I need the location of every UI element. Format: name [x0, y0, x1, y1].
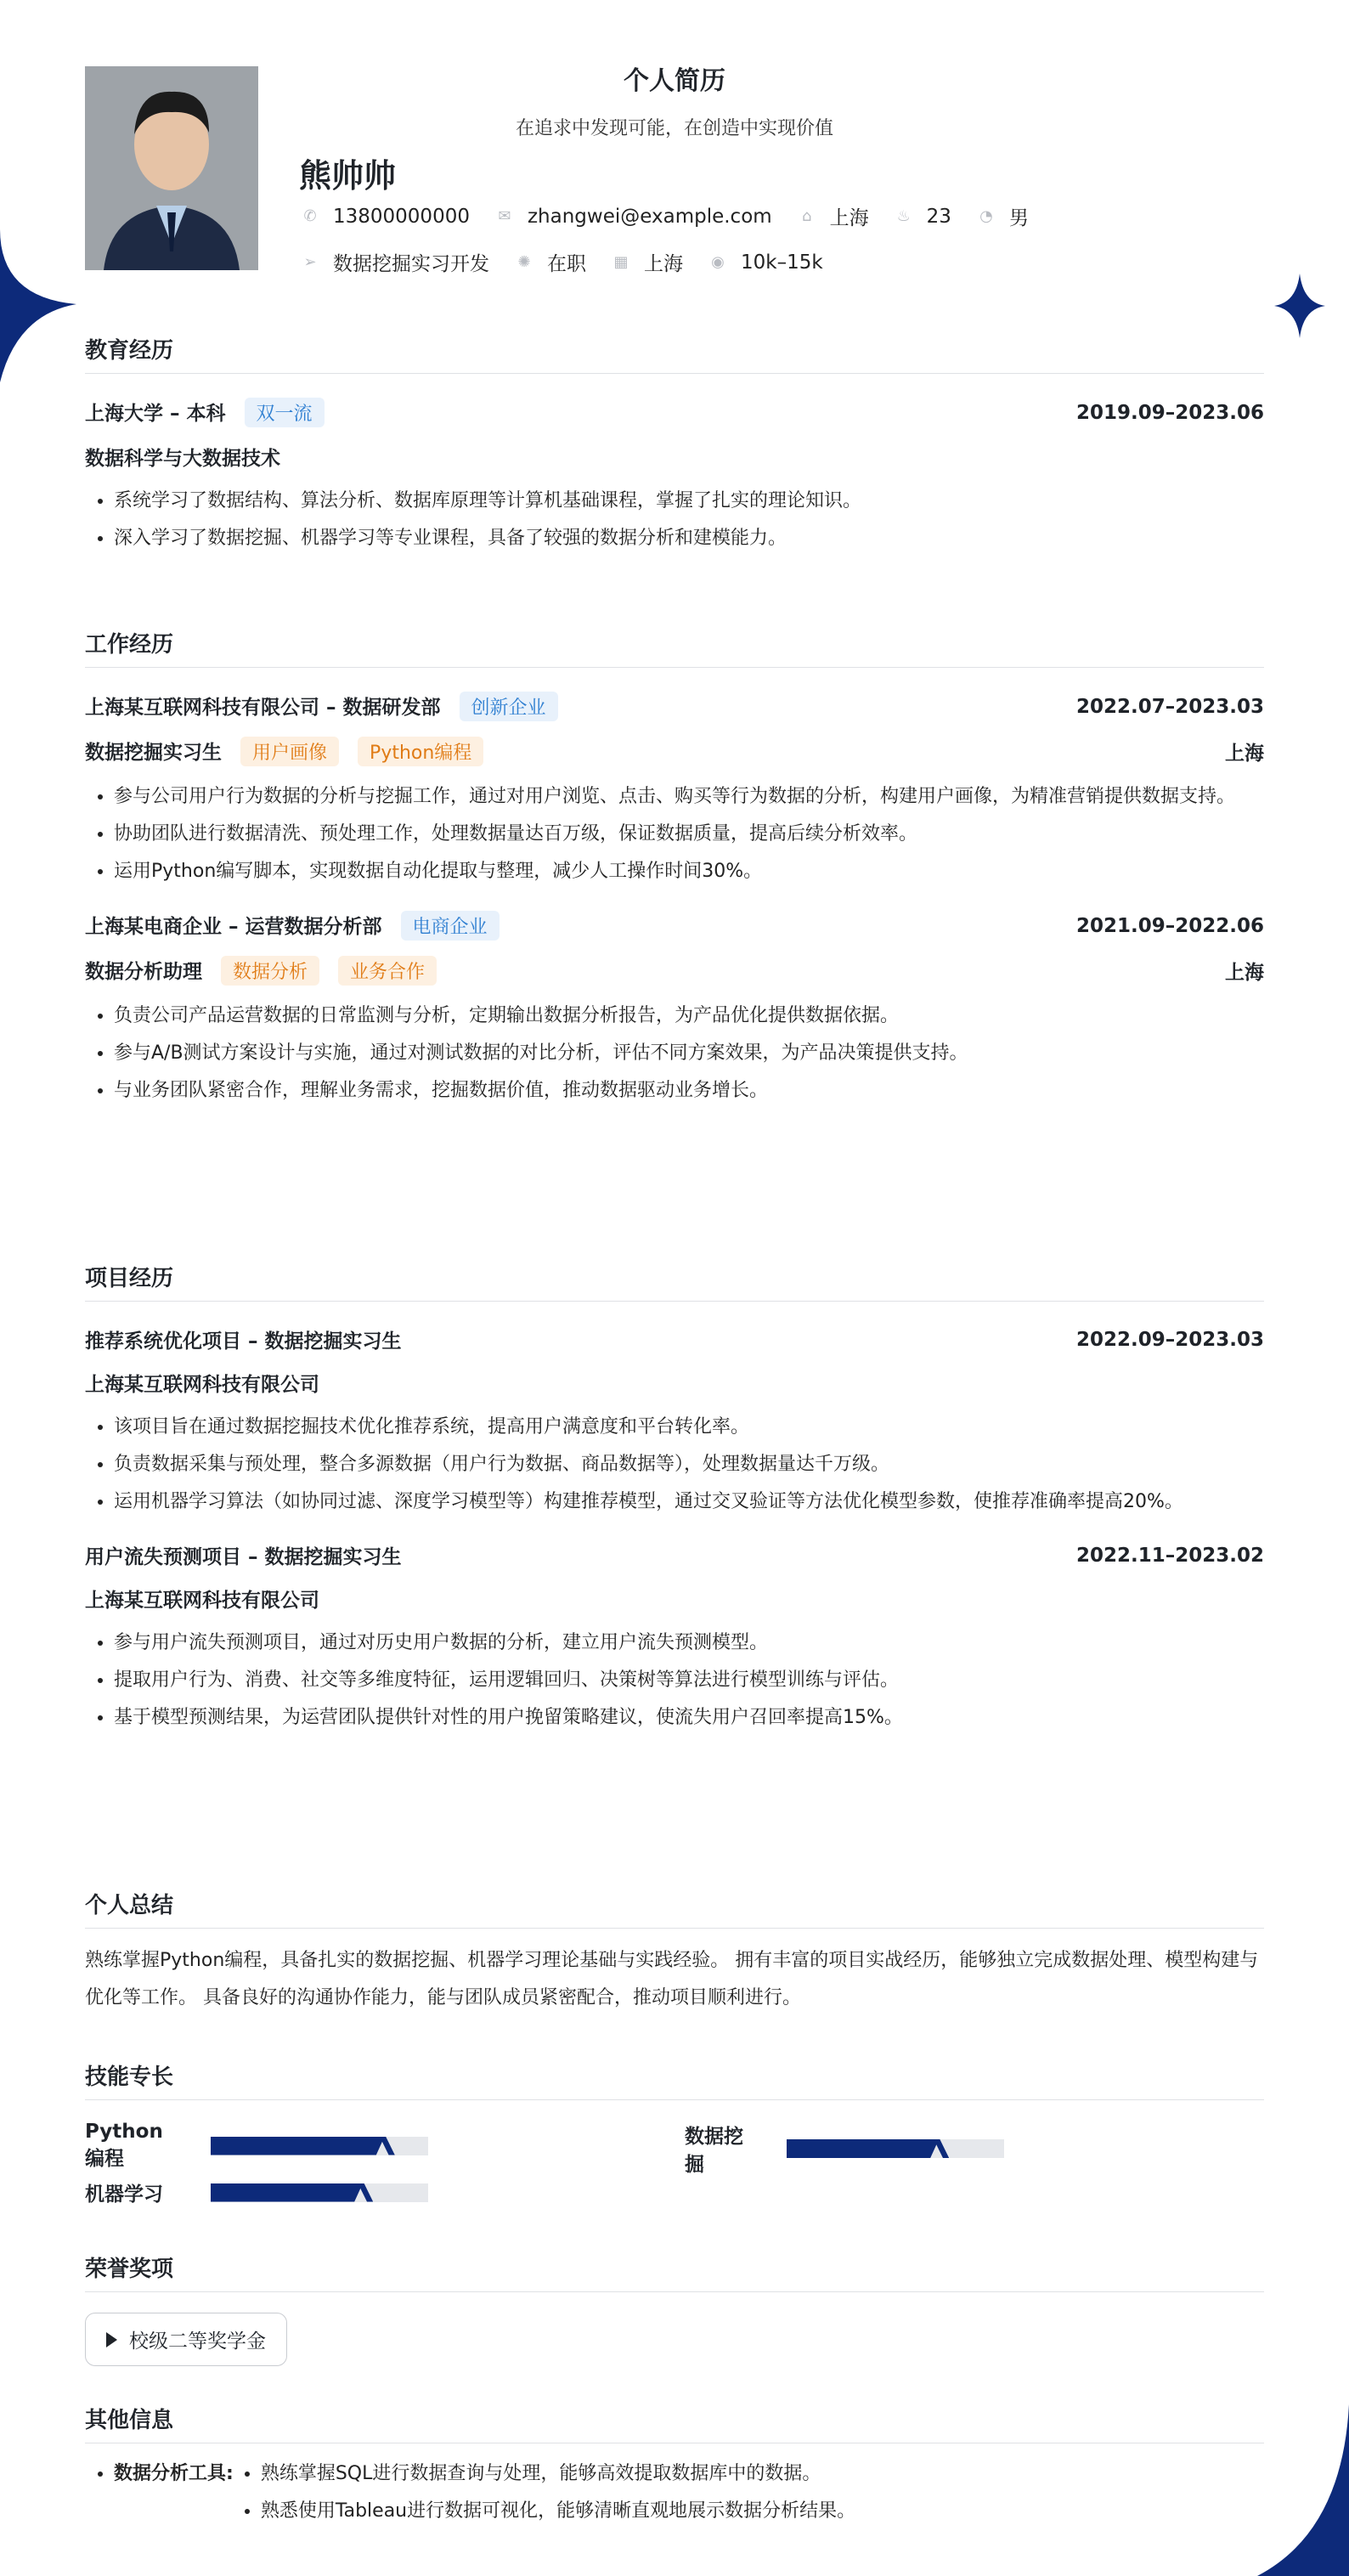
company-tag: 创新企业: [460, 692, 558, 721]
skill-python: Python编程: [85, 2121, 428, 2171]
job-bullets: [85, 997, 1264, 1110]
skill-bar: [211, 2137, 428, 2155]
education-section: [85, 333, 1264, 557]
project-bullets: [85, 1624, 1264, 1737]
project-period: 2022.11–2023.02: [1075, 1544, 1264, 1567]
play-icon: [106, 2332, 117, 2347]
job-intent-row: [299, 248, 847, 276]
list-item: • 参与用户流失预测项目，通过对历史用户数据的分析，建立用户流失预测模型。: [114, 1624, 1264, 1662]
section-title: 工作经历: [85, 627, 1264, 668]
list-item: • 参与公司用户行为数据的分析与挖掘工作，通过对用户浏览、点击、购买等行为数据的分析，构建用户画像，为精准营销提供数据支持。: [114, 778, 1264, 816]
money-icon: ◉: [711, 253, 725, 271]
section-title: 项目经历: [85, 1261, 1264, 1302]
project-name: 用户流失预测项目 – 数据挖掘实习生: [85, 1546, 402, 1568]
list-item: • 基于模型预测结果，为运营团队提供针对性的用户挽留策略建议，使流失用户召回率提高15%。: [114, 1699, 1264, 1737]
home-icon: ⌂: [801, 207, 812, 225]
school-name: 上海大学 – 本科: [85, 403, 226, 425]
list-item: • 负责数据采集与预处理，整合多源数据（用户行为数据、商品数据等），处理数据量达千万级。: [114, 1446, 1264, 1483]
candidate-name: 熊帅帅: [299, 157, 397, 195]
project-header-row: [85, 1325, 1264, 1353]
document-title: 个人简历: [624, 66, 725, 96]
resume-header: [85, 66, 1264, 275]
summary-section: [85, 1888, 1264, 2017]
list-item: • 协助团队进行数据清洗、预处理工作，处理数据量达百万级，保证数据质量，提高后续分析效率。: [114, 816, 1264, 853]
list-item: • 系统学习了数据结构、算法分析、数据库原理等计算机基础课程，掌握了扎实的理论知识。: [114, 483, 1264, 520]
list-item: • 运用机器学习算法（如协同过滤、深度学习模型等）构建推荐模型，通过交叉验证等方法优化模型参数，使推荐准确率提高20%。: [114, 1483, 1264, 1521]
other-bullets: [234, 2455, 855, 2530]
job-role: 数据分析助理: [85, 961, 202, 983]
role-tag: 业务合作: [338, 956, 437, 986]
school-tag: 双一流: [245, 398, 325, 427]
company-tag: 电商企业: [401, 911, 500, 941]
list-item: • 该项目旨在通过数据挖掘技术优化推荐系统，提高用户满意度和平台转化率。: [114, 1409, 1264, 1446]
other-info-row: [85, 2455, 1264, 2530]
project-name: 推荐系统优化项目 – 数据挖掘实习生: [85, 1330, 402, 1353]
list-item: • 参与A/B测试方案设计与实施，通过对测试数据的对比分析，评估不同方案效果，为产品决策提供支持。: [114, 1035, 1264, 1072]
education-bullets: [85, 483, 1264, 557]
skill-bar-accent: [380, 2137, 395, 2155]
job-salary: ◉ 10k–15k: [707, 251, 823, 274]
section-title: 个人总结: [85, 1888, 1264, 1929]
job-period: 2021.09–2022.06: [1075, 914, 1264, 937]
contact-row: [299, 202, 1053, 230]
role-tag: 数据分析: [221, 956, 319, 986]
job-period: 2022.07–2023.03: [1075, 695, 1264, 718]
contact-gender: ◔ 男: [975, 202, 1029, 230]
awards-section: [85, 2251, 1264, 2366]
job-city: 上海: [1225, 962, 1264, 984]
skill-bar-fill: [211, 2137, 385, 2155]
list-item: • 深入学习了数据挖掘、机器学习等专业课程，具备了较强的数据分析和建模能力。: [114, 520, 1264, 557]
slogan: 在追求中发现可能，在创造中实现价值: [515, 118, 833, 139]
job-city: 上海: [1225, 743, 1264, 765]
section-title: 其他信息: [85, 2403, 1264, 2443]
list-item: • 负责公司产品运营数据的日常监测与分析，定期输出数据分析报告，为产品优化提供数据依据。: [114, 997, 1264, 1035]
job-role-row: [85, 956, 1264, 986]
project-company: 上海某互联网科技有限公司: [85, 1374, 319, 1396]
skill-bar-accent: [934, 2139, 949, 2158]
skills-section: [85, 2059, 1264, 2236]
award-item[interactable]: 校级二等奖学金: [85, 2313, 287, 2366]
skill-bar: [787, 2139, 1004, 2158]
skill-bar-accent: [358, 2183, 373, 2202]
other-label: • 数据分析工具:: [114, 2455, 234, 2493]
education-period: 2019.09–2023.06: [1075, 401, 1264, 424]
company-name: 上海某电商企业 – 运营数据分析部: [85, 916, 382, 938]
company-name: 上海某互联网科技有限公司 – 数据研发部: [85, 697, 441, 719]
section-title: 荣誉奖项: [85, 2251, 1264, 2292]
project-company: 上海某互联网科技有限公司: [85, 1590, 319, 1612]
role-tag: 用户画像: [240, 737, 339, 766]
project-period: 2022.09–2023.03: [1075, 1328, 1264, 1351]
job-city: ▦ 上海: [610, 248, 683, 276]
contact-email: ✉ zhangwei@example.com: [494, 206, 772, 228]
gender-icon: ◔: [979, 207, 993, 225]
building-icon: ▦: [613, 253, 629, 271]
list-item: • 提取用户行为、消费、社交等多维度特征，运用逻辑回归、决策树等算法进行模型训练与评估。: [114, 1662, 1264, 1699]
status-icon: ✺: [517, 253, 531, 271]
project-header-row: [85, 1541, 1264, 1569]
list-item: • 熟练掌握SQL进行数据查询与处理，能够高效提取数据库中的数据。: [261, 2455, 855, 2493]
skill-datamining: 数据挖掘: [685, 2121, 1004, 2177]
projects-section: [85, 1261, 1264, 1737]
skill-bar-fill: [211, 2183, 363, 2202]
cake-icon: ♨: [896, 207, 911, 225]
list-item: • 运用Python编写脚本，实现数据自动化提取与整理，减少人工操作时间30%。: [114, 853, 1264, 890]
job-bullets: [85, 778, 1264, 890]
project-bullets: [85, 1409, 1264, 1521]
list-item: • 与业务团队紧密合作，理解业务需求，挖掘数据价值，推动数据驱动业务增长。: [114, 1072, 1264, 1110]
other-section: [85, 2403, 1264, 2530]
work-section: [85, 627, 1264, 1110]
star-decoration: [1274, 274, 1325, 338]
skill-bar-fill: [787, 2139, 939, 2158]
section-title: 教育经历: [85, 333, 1264, 374]
job-role-row: [85, 737, 1264, 766]
skill-bar: [211, 2183, 428, 2202]
job-header-row: [85, 692, 1264, 721]
contact-location: ⌂ 上海: [796, 202, 869, 230]
major: 数据科学与大数据技术: [85, 448, 280, 470]
role-tag: Python编程: [358, 737, 483, 766]
contact-age: ♨ 23: [893, 206, 951, 228]
job-position: ➢ 数据挖掘实习开发: [299, 248, 489, 276]
job-status: ✺ 在职: [513, 248, 586, 276]
section-title: 技能专长: [85, 2059, 1264, 2100]
corner-decoration-left: [0, 229, 85, 399]
send-icon: ➢: [303, 253, 317, 271]
list-item: • 熟悉使用Tableau进行数据可视化，能够清晰直观地展示数据分析结果。: [261, 2493, 855, 2530]
phone-icon: ✆: [303, 207, 317, 225]
mail-icon: ✉: [498, 207, 511, 225]
corner-decoration-right: [1257, 2404, 1349, 2576]
job-role: 数据挖掘实习生: [85, 742, 222, 764]
contact-phone: ✆ 13800000000: [299, 206, 470, 228]
job-header-row: [85, 911, 1264, 941]
education-header-row: [85, 398, 1264, 427]
summary-text: 熟练掌握Python编程，具备扎实的数据挖掘、机器学习理论基础与实践经验。 拥有丰富的项目实战经历，能够独立完成数据处理、模型构建与优化等工作。 具备良好的沟通协作能力，能与团队成员紧密配合，推动项目顺利进行。: [85, 1950, 1259, 2008]
skill-ml: 机器学习: [85, 2178, 428, 2206]
